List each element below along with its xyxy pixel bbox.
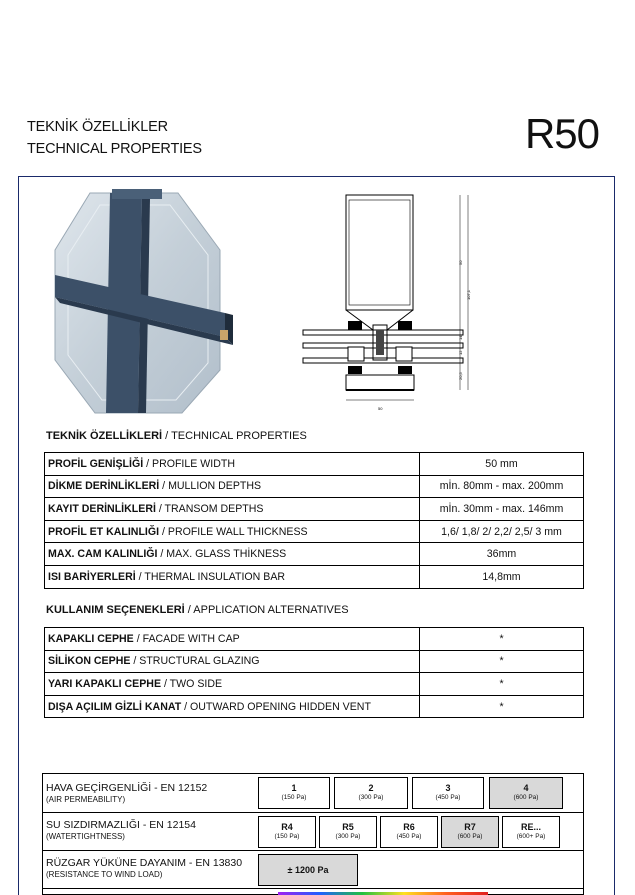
table-row: DİKME DERİNLİKLERİ / MULLION DEPTHS mİn. 80mm - max. 200mm [45, 475, 584, 498]
air-label: HAVA GEÇİRGENLİĞİ - EN 12152 [46, 782, 208, 794]
table-row: MAX. CAM KALINLIĞI / MAX. GLASS THİKNESS 36mm [45, 543, 584, 566]
dim-label: 107,1 [466, 289, 471, 300]
page-title-en: TECHNICAL PROPERTIES [27, 141, 202, 157]
table-row: PROFİL ET KALINLIĞI / PROFILE WALL THICKNESS 1,6/ 1,8/ 2/ 2,2/ 2,5/ 3 mm [45, 520, 584, 543]
app-section-title: KULLANIM SEÇENEKLERİ / APPLICATION ALTERNATIVES [46, 604, 349, 616]
page-title-tr: TEKNİK ÖZELLİKLER [27, 119, 168, 135]
dim-label: 14 [458, 335, 463, 340]
product-render [50, 185, 240, 420]
table-row: DIŞA AÇILIM GİZLİ KANAT / OUTWARD OPENING HIDDEN VENT * [45, 695, 584, 718]
app-table [44, 627, 584, 718]
dim-label: 50 [378, 406, 383, 411]
watertightness-row [43, 813, 583, 851]
air-class-box: 1 (150 Pa) [258, 777, 330, 809]
table-row: ISI BARİYERLERİ / THERMAL INSULATION BAR 14,8mm [45, 565, 584, 588]
table-row: PROFİL GENİŞLİĞİ / PROFILE WIDTH 50 mm [45, 453, 584, 476]
air-class-box-selected: 4 (600 Pa) [489, 777, 563, 809]
performance-table [42, 773, 584, 895]
water-class-box-selected: R7 (600 Pa) [441, 816, 499, 848]
model-name: R50 [524, 110, 599, 157]
water-class-box: R6 (450 Pa) [380, 816, 438, 848]
dim-label: 12 [458, 350, 463, 355]
air-sub: (AIR PERMEABILITY) [46, 795, 126, 804]
wind-label: RÜZGAR YÜKÜNE DAYANIM - EN 13830 [46, 857, 243, 869]
spec-table [44, 452, 584, 589]
table-row: SİLİKON CEPHE / STRUCTURAL GLAZING * [45, 650, 584, 673]
air-permeability-row [43, 774, 583, 813]
water-class-box: R4 (150 Pa) [258, 816, 316, 848]
table-row: KAYIT DERİNLİKLERİ / TRANSOM DEPTHS mİn. 30mm - max. 146mm [45, 498, 584, 521]
table-row: YARI KAPAKLI CEPHE / TWO SIDE * [45, 673, 584, 696]
wind-load-row [43, 851, 583, 889]
wind-value-box: ± 1200 Pa [258, 854, 358, 886]
water-sub: (WATERTIGHTNESS) [46, 832, 125, 841]
water-class-box: R5 (300 Pa) [319, 816, 377, 848]
dim-label: 20,5 [458, 372, 463, 380]
spec-section-title: TEKNİK ÖZELLİKLERİ / TECHNICAL PROPERTIES [46, 430, 307, 442]
section-drawing [300, 190, 485, 412]
water-label: SU SIZDIRMAZLIĞI - EN 12154 [46, 819, 196, 831]
wind-sub: (RESISTANCE TO WIND LOAD) [46, 870, 163, 879]
dim-label: 50 [458, 260, 463, 265]
water-class-box: RE... (600+ Pa) [502, 816, 560, 848]
air-class-box: 2 (300 Pa) [334, 777, 408, 809]
table-row: KAPAKLI CEPHE / FACADE WITH CAP * [45, 628, 584, 651]
air-class-box: 3 (450 Pa) [412, 777, 484, 809]
